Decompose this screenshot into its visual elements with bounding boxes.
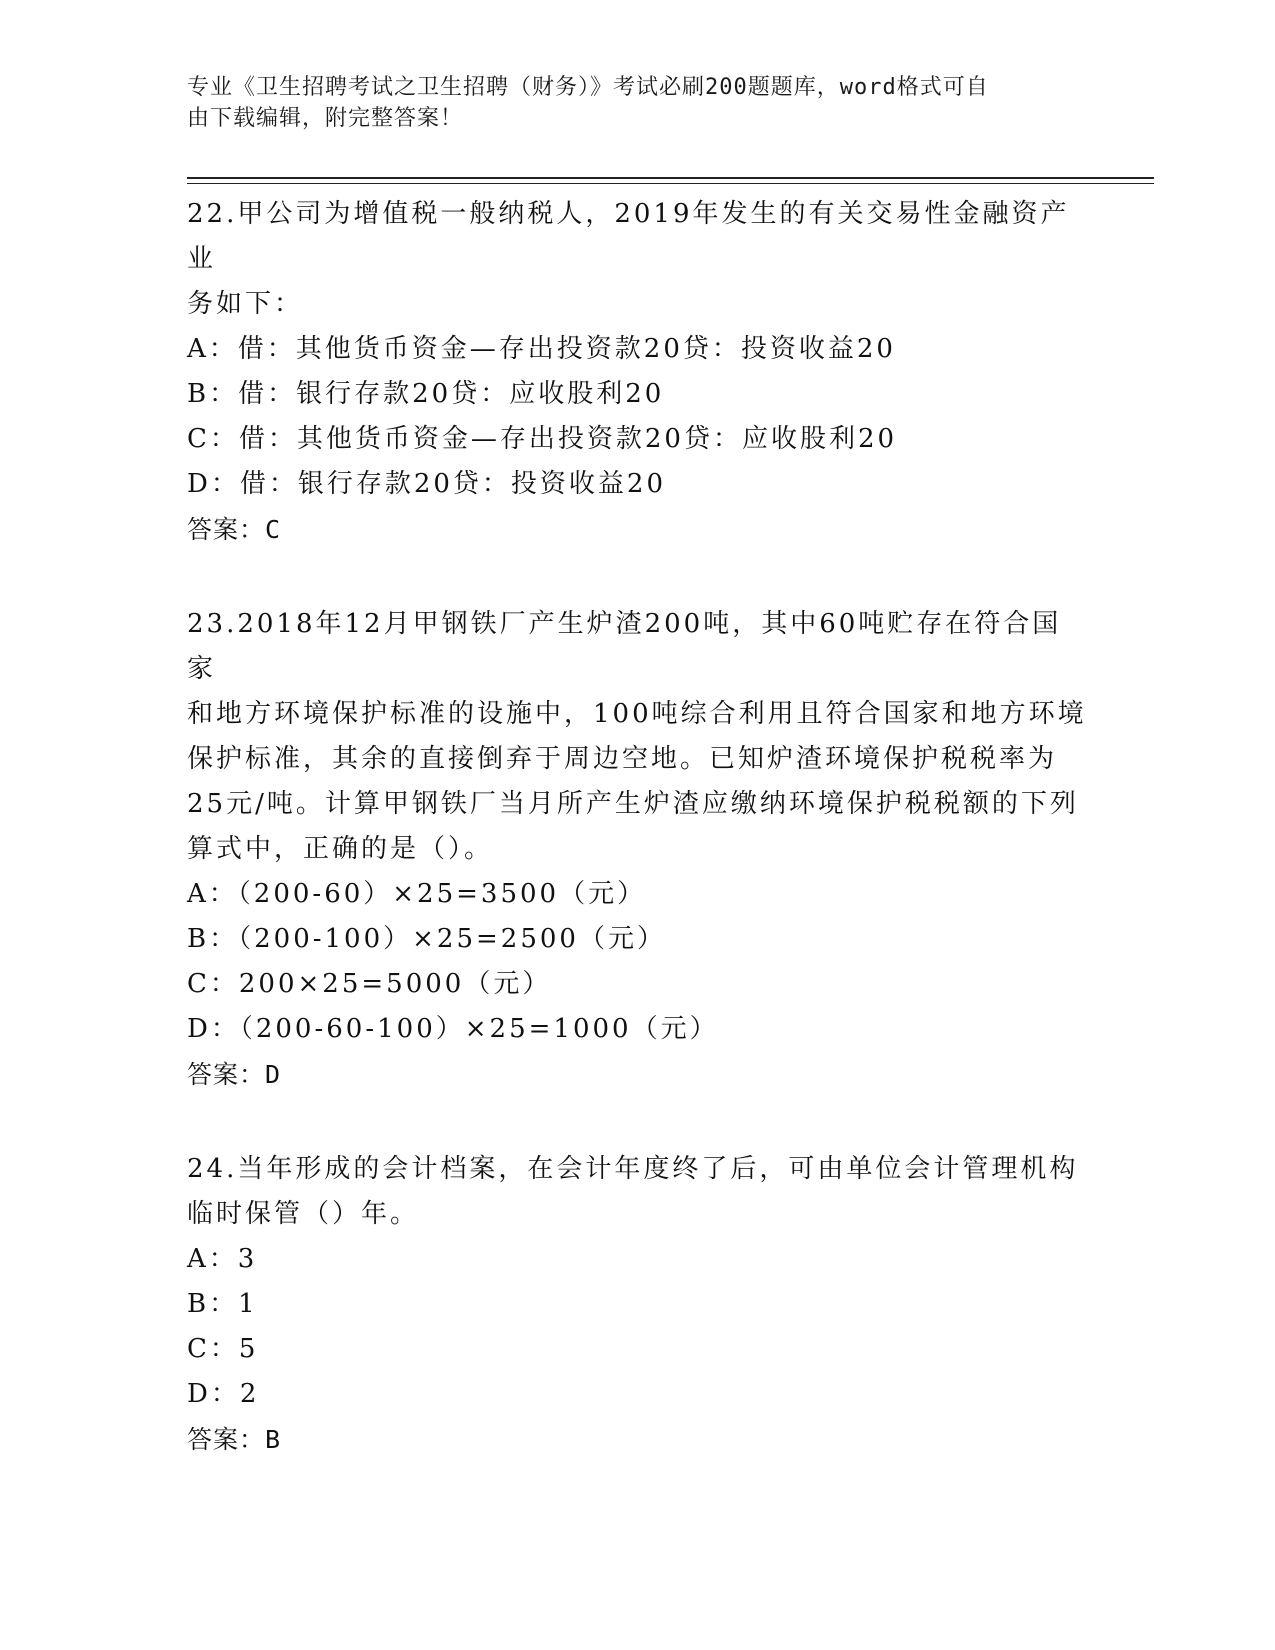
option-c: C：200×25=5000（元） (187, 969, 552, 999)
stem-line: 22.甲公司为增值税一般纳税人，2019年发生的有关交易性金融资产业 (187, 199, 1070, 274)
stem-line: 保护标准，其余的直接倒弃于周边空地。已知炉渣环境保护税税率为 (187, 744, 1058, 774)
question-spacer (187, 1097, 1087, 1143)
option-a: A：3 (187, 1244, 258, 1274)
option-b: B：（200-100）×25=2500（元） (187, 924, 666, 954)
answer-line: 答案：C (187, 515, 282, 544)
stem-line: 23.2018年12月甲钢铁厂产生炉渣200吨，其中60吨贮存在符合国家 (187, 609, 1062, 684)
option-a: A：借：其他货币资金—存出投资款20贷：投资收益20 (187, 334, 896, 364)
stem-line: 临时保管（）年。 (187, 1199, 420, 1229)
answer-line: 答案：B (187, 1425, 282, 1454)
question-23 (187, 598, 1087, 1097)
option-d: D：（200-60-100）×25=1000（元） (187, 1014, 719, 1044)
document-header-note (187, 72, 1067, 134)
stem-line: 24.当年形成的会计档案，在会计年度终了后，可由单位会计管理机构 (187, 1154, 1079, 1184)
stem-line: 25元/吨。计算甲钢铁厂当月所产生炉渣应缴纳环境保护税税额的下列 (187, 789, 1079, 819)
option-d: D：2 (187, 1379, 260, 1409)
question-22 (187, 188, 1087, 552)
header-note-line: 由下载编辑，附完整答案！ (187, 106, 464, 131)
option-b: B：借：银行存款20贷：应收股利20 (187, 379, 665, 409)
question-stem (187, 598, 1087, 872)
stem-line: 务如下： (187, 289, 304, 319)
header-divider-thin (187, 183, 1154, 184)
stem-line: 和地方环境保护标准的设施中，100吨综合利用且符合国家和地方环境 (187, 699, 1087, 729)
answer-line: 答案：D (187, 1060, 282, 1089)
option-c: C：5 (187, 1334, 259, 1364)
option-c: C：借：其他货币资金—存出投资款20贷：应收股利20 (187, 424, 898, 454)
question-stem (187, 188, 1087, 327)
question-list (187, 188, 1087, 1462)
option-d: D：借：银行存款20贷：投资收益20 (187, 469, 667, 499)
stem-line: 算式中，正确的是（）。 (187, 834, 494, 864)
question-spacer (187, 552, 1087, 598)
option-b: B：1 (187, 1289, 258, 1319)
header-divider-thick (187, 177, 1154, 179)
question-stem (187, 1143, 1087, 1237)
option-a: A：（200-60）×25=3500（元） (187, 879, 647, 909)
question-24 (187, 1143, 1087, 1462)
header-note-line: 专业《卫生招聘考试之卫生招聘（财务）》考试必刷200题题库，word格式可自 (187, 75, 989, 100)
